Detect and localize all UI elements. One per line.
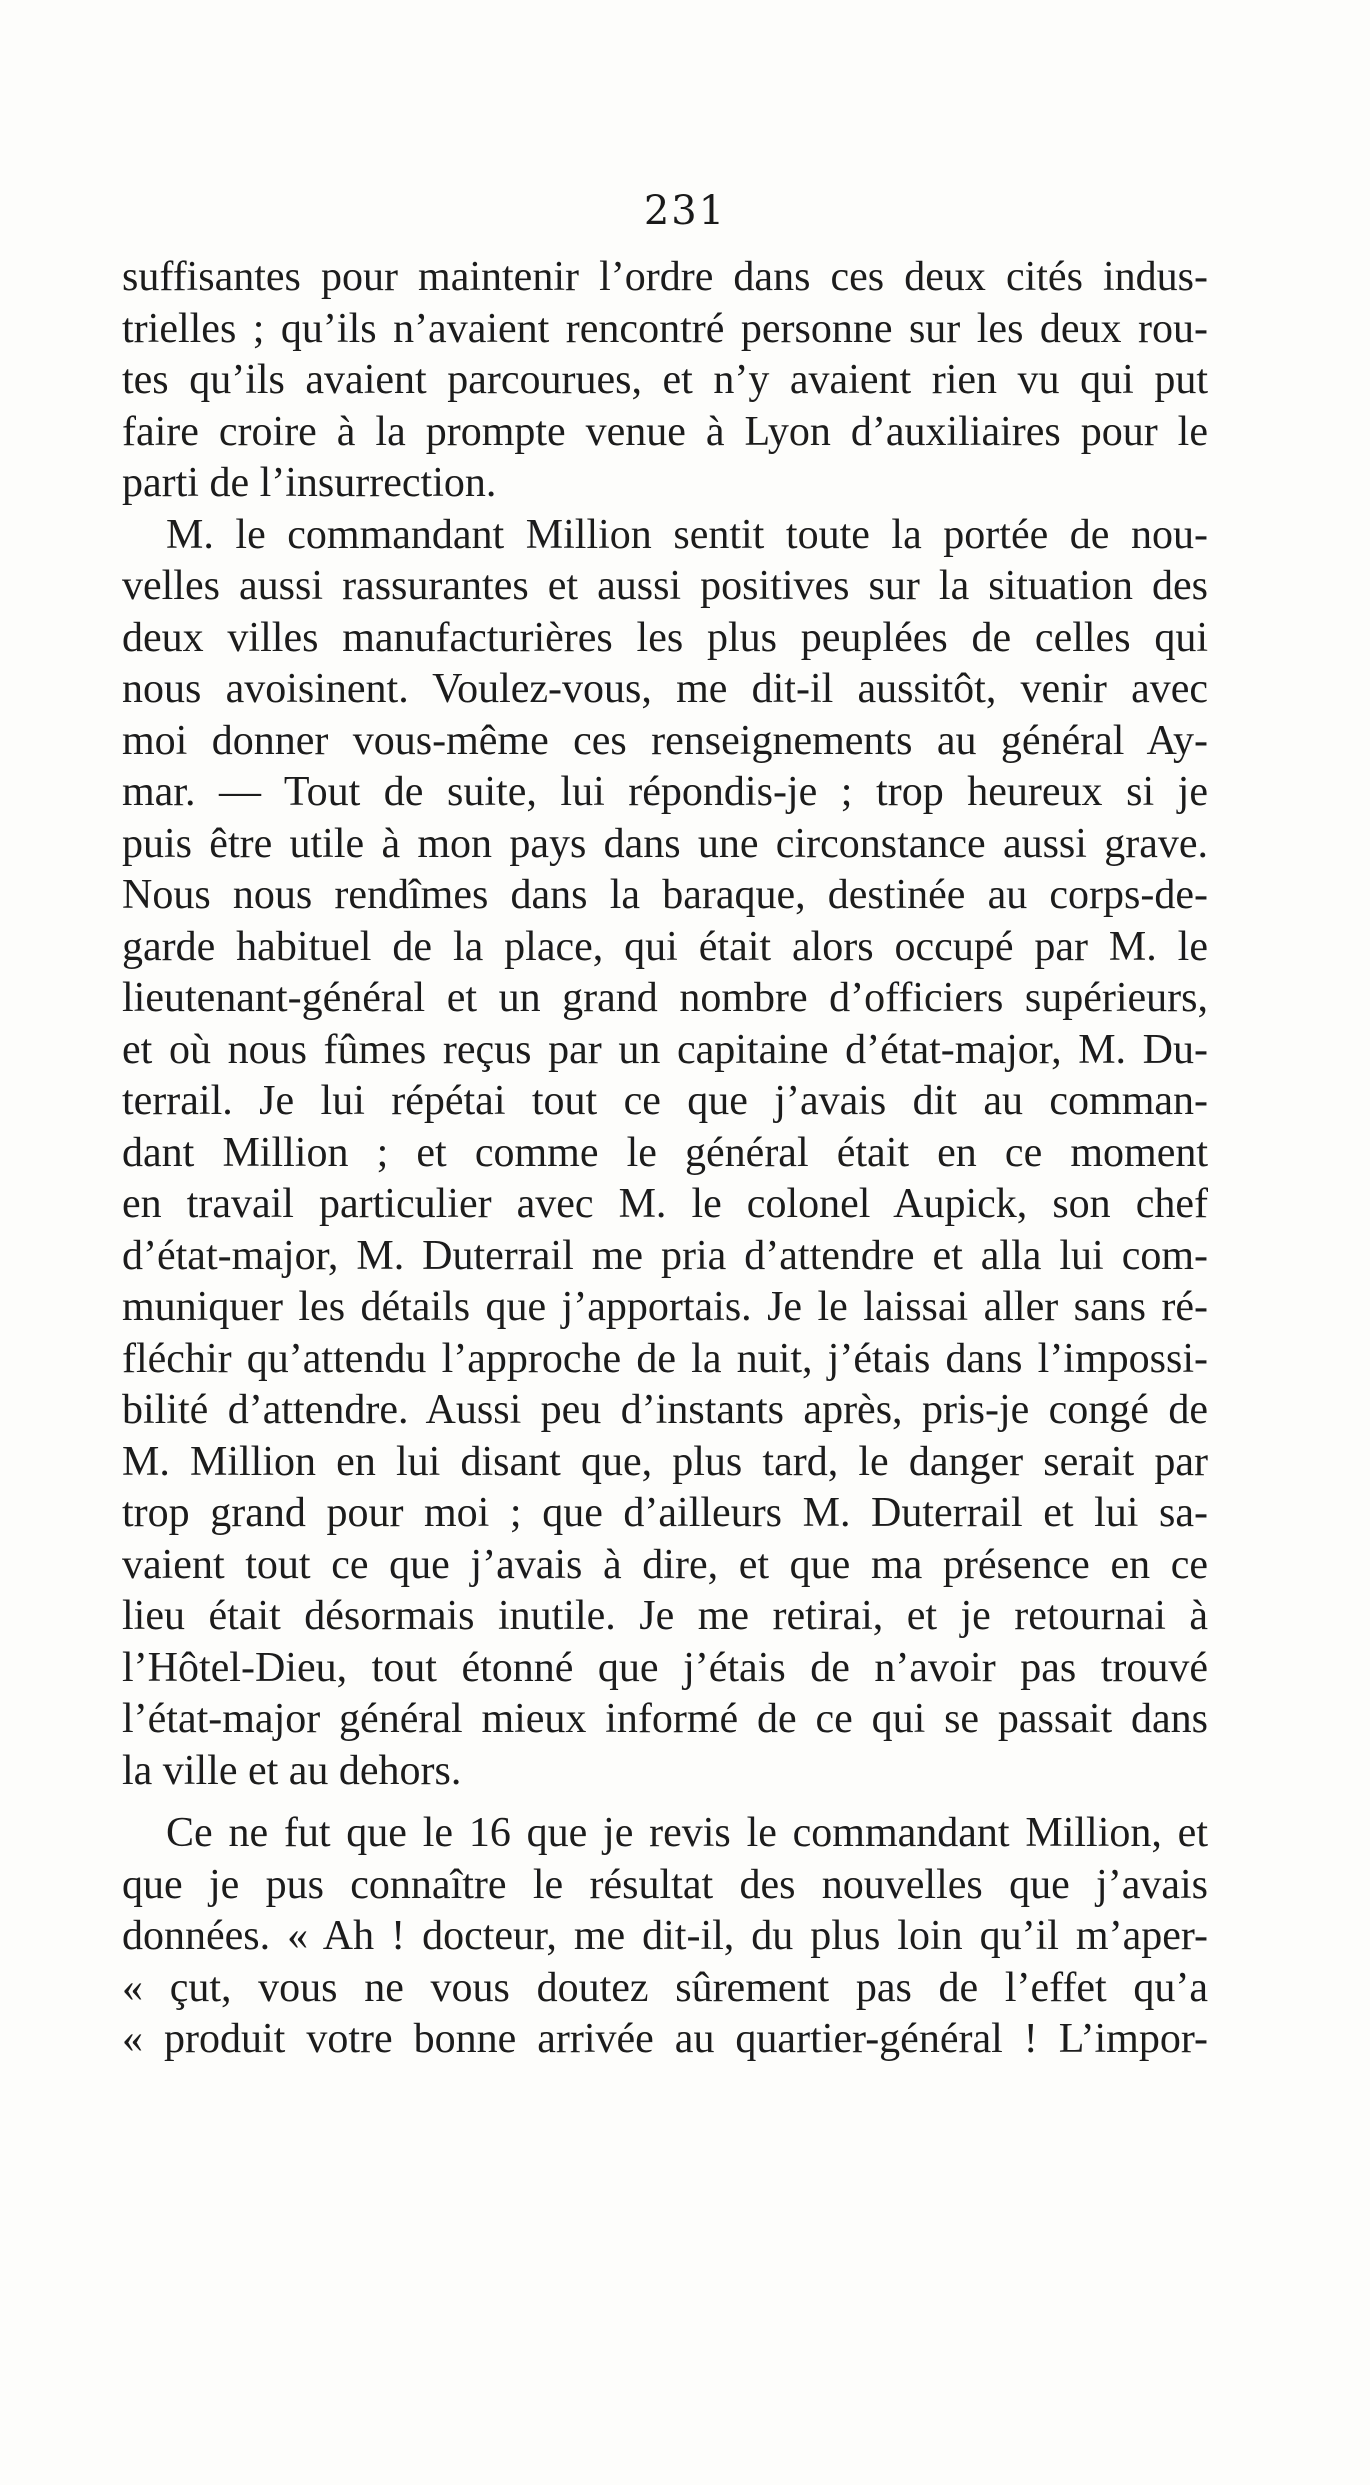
text-line: trop grand pour moi ; que d’ailleurs M. Duterrail et lui sa- bbox=[122, 1490, 1208, 1536]
text-line: bilité d’attendre. Aussi peu d’instants après, pris-je congé de bbox=[122, 1387, 1208, 1433]
text-line: « çut, vous ne vous doutez sûrement pas de l’effet qu’a bbox=[122, 1964, 1208, 2011]
text-line: lieu était désormais inutile. Je me retirai, et je retournai à bbox=[122, 1593, 1208, 1639]
text-line: suffisantes pour maintenir l’ordre dans ces deux cités indus- bbox=[122, 254, 1208, 300]
text-line: Nous nous rendîmes dans la baraque, destinée au corps-de- bbox=[122, 872, 1208, 918]
text-line: données. « Ah ! docteur, me dit-il, du plus loin qu’il m’aper- bbox=[122, 1913, 1208, 1959]
text-line: l’état-major général mieux informé de ce qui se passait dans bbox=[122, 1696, 1208, 1742]
text-line: nous avoisinent. Voulez-vous, me dit-il aussitôt, venir avec bbox=[122, 666, 1208, 712]
text-line: M. Million en lui disant que, plus tard, le danger serait par bbox=[122, 1438, 1208, 1485]
text-line: que je pus connaître le résultat des nouvelles que j’avais bbox=[122, 1861, 1208, 1908]
text-line: M. le commandant Million sentit toute la portée de nou- bbox=[166, 511, 1208, 558]
text-line: deux villes manufacturières les plus peuplées de celles qui bbox=[122, 614, 1208, 661]
page-number: 231 bbox=[643, 188, 727, 234]
text-line: garde habituel de la place, qui était alors occupé par M. le bbox=[122, 923, 1208, 970]
text-line: vaient tout ce que j’avais à dire, et que ma présence en ce bbox=[122, 1541, 1208, 1588]
text-line: velles aussi rassurantes et aussi positives sur la situation des bbox=[122, 563, 1208, 609]
text-line: muniquer les détails que j’apportais. Je le laissai aller sans ré- bbox=[122, 1284, 1208, 1330]
text-line: l’Hôtel-Dieu, tout étonné que j’étais de n’avoir pas trouvé bbox=[122, 1644, 1208, 1691]
paragraph bbox=[122, 1808, 1208, 2066]
text-line: mar. — Tout de suite, lui répondis-je ; trop heureux si je bbox=[122, 769, 1208, 815]
text-line: puis être utile à mon pays dans une circonstance aussi grave. bbox=[122, 820, 1208, 867]
paragraph-spacer bbox=[122, 1797, 1208, 1808]
text-line: tes qu’ils avaient parcourues, et n’y avaient rien vu qui put bbox=[122, 357, 1208, 403]
text-line: trielles ; qu’ils n’avaient rencontré personne sur les deux rou- bbox=[122, 305, 1208, 352]
text-line: Ce ne fut que le 16 que je revis le commandant Million, et bbox=[166, 1810, 1208, 1856]
text-line: fléchir qu’attendu l’approche de la nuit, j’étais dans l’impossi- bbox=[122, 1335, 1208, 1382]
paragraph bbox=[122, 252, 1208, 510]
text-line: lieutenant-général et un grand nombre d’officiers supérieurs, bbox=[122, 975, 1208, 1021]
text-line: terrail. Je lui répétai tout ce que j’avais dit au comman- bbox=[122, 1078, 1208, 1124]
text-line: « produit votre bonne arrivée au quartier-général ! L’impor- bbox=[122, 2016, 1208, 2062]
body-text bbox=[122, 252, 1208, 2066]
text-line: en travail particulier avec M. le colonel Aupick, son chef bbox=[122, 1181, 1208, 1227]
text-line: dant Million ; et comme le général était en ce moment bbox=[122, 1129, 1208, 1176]
text-line: faire croire à la prompte venue à Lyon d’auxiliaires pour le bbox=[122, 408, 1208, 455]
text-line: d’état-major, M. Duterrail me pria d’attendre et alla lui com- bbox=[122, 1232, 1208, 1279]
text-line: parti de l’insurrection. bbox=[122, 460, 497, 506]
paragraph bbox=[122, 510, 1208, 1798]
text-line: la ville et au dehors. bbox=[122, 1747, 462, 1794]
text-line: et où nous fûmes reçus par un capitaine d’état-major, M. Du- bbox=[122, 1026, 1208, 1073]
text-line: moi donner vous-même ces renseignements au général Ay- bbox=[122, 717, 1208, 764]
